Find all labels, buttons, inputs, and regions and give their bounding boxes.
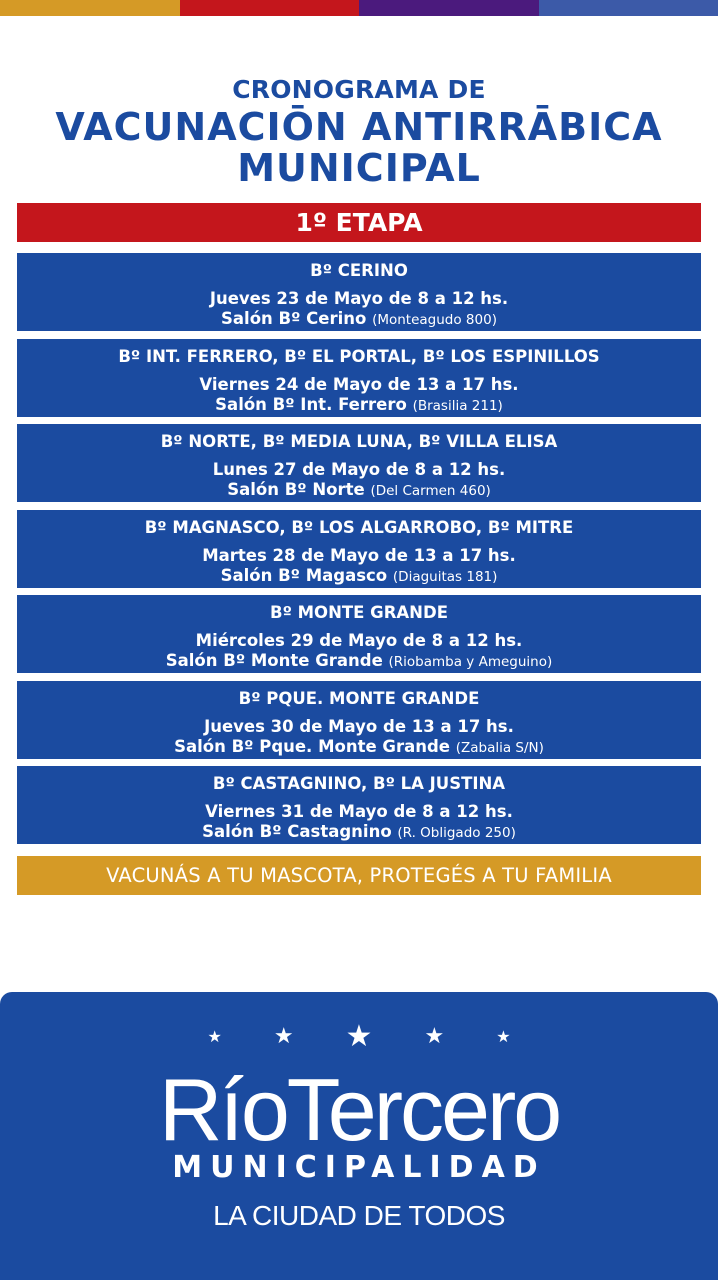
venue	[17, 822, 701, 843]
stripe-purple	[359, 0, 539, 16]
venue-name: Salón Bº Int. Ferrero	[215, 394, 407, 414]
schedule-row	[17, 510, 701, 588]
title-line-1: CRONOGRAMA DE	[232, 75, 486, 104]
venue-name: Salón Bº Pque. Monte Grande	[174, 736, 450, 756]
venue	[17, 480, 701, 501]
stripe-blue	[539, 0, 718, 16]
venue-address: (Del Carmen 460)	[370, 483, 491, 499]
venue-address: (R. Obligado 250)	[397, 825, 516, 841]
date-time: Lunes 27 de Mayo de 8 a 12 hs.	[212, 460, 506, 479]
neighborhoods: Bº INT. FERRERO, Bº EL PORTAL, Bº LOS ESPINILLOS	[118, 346, 600, 366]
stripe-red	[180, 0, 360, 16]
schedule-row	[17, 253, 701, 331]
venue	[17, 651, 701, 672]
stage-banner: 1º ETAPA	[17, 203, 701, 242]
venue-name: Salón Bº Norte	[227, 480, 365, 499]
venue	[17, 737, 701, 758]
star-icon: ★	[345, 1019, 373, 1054]
venue-address: (Brasilia 211)	[412, 397, 503, 414]
date-time: Viernes 24 de Mayo de 13 a 17 hs.	[199, 374, 519, 394]
schedule-row	[17, 424, 701, 502]
schedule-row	[17, 595, 701, 673]
venue-address: (Diaguitas 181)	[392, 568, 498, 585]
stripe-gold	[0, 0, 180, 16]
neighborhoods: Bº NORTE, Bº MEDIA LUNA, Bº VILLA ELISA	[160, 432, 558, 451]
venue-name: Salón Bº Magasco	[220, 565, 388, 585]
venue	[17, 566, 701, 587]
star-icon: ★	[273, 1024, 294, 1049]
page-title	[0, 74, 718, 188]
brand-logo-text: RíoTercero	[158, 1060, 560, 1159]
neighborhoods: Bº MAGNASCO, Bº LOS ALGARROBO, Bº MITRE	[144, 517, 574, 537]
slogan-banner: VACUNÁS A TU MASCOTA, PROTEGÉS A TU FAMILIA	[17, 856, 701, 895]
date-time: Miércoles 29 de Mayo de 8 a 12 hs.	[195, 631, 523, 650]
title-line-2: VACUNACIŌN ANTIRRĀBICA	[55, 105, 663, 149]
date-time: Jueves 30 de Mayo de 13 a 17 hs.	[204, 716, 514, 736]
stars-row	[0, 1019, 718, 1054]
venue-name: Salón Bº Monte Grande	[165, 651, 383, 670]
venue-address: (Monteagudo 800)	[372, 312, 497, 328]
neighborhoods: Bº CERINO	[310, 261, 408, 280]
venue-address: (Zabalia S/N)	[455, 739, 544, 756]
brand-subtitle: MUNICIPALIDAD	[172, 1150, 546, 1185]
schedule-row	[17, 766, 701, 844]
venue	[17, 395, 701, 416]
neighborhoods: Bº MONTE GRANDE	[270, 603, 448, 622]
neighborhoods: Bº PQUE. MONTE GRANDE	[238, 688, 480, 708]
top-color-stripe	[0, 0, 718, 16]
star-icon: ★	[424, 1024, 445, 1049]
venue-name: Salón Bº Cerino	[221, 309, 367, 328]
date-time: Jueves 23 de Mayo de 8 a 12 hs.	[209, 289, 509, 308]
date-time: Viernes 31 de Mayo de 8 a 12 hs.	[205, 802, 513, 821]
star-icon: ★	[207, 1027, 222, 1046]
date-time: Martes 28 de Mayo de 13 a 17 hs.	[202, 545, 516, 565]
star-icon: ★	[496, 1027, 511, 1046]
neighborhoods: Bº CASTAGNINO, Bº LA JUSTINA	[212, 774, 506, 793]
brand-tagline: LA CIUDAD DE TODOS	[213, 1200, 505, 1231]
venue-name: Salón Bº Castagnino	[202, 822, 392, 841]
schedule-row	[17, 681, 701, 759]
title-line-3: MUNICIPAL	[237, 146, 481, 190]
venue	[17, 309, 701, 330]
venue-address: (Riobamba y Ameguino)	[388, 654, 553, 670]
schedule-row	[17, 339, 701, 417]
schedule-list	[17, 253, 701, 852]
municipality-footer	[0, 992, 718, 1280]
